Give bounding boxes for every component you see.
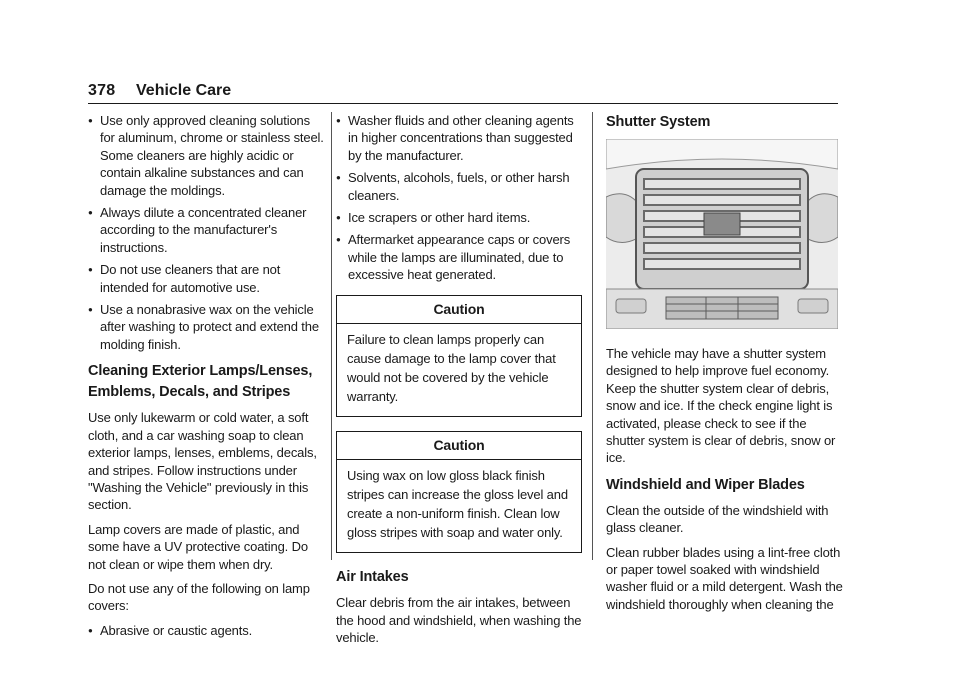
- caution-box: [336, 295, 582, 417]
- windshield-heading: Windshield and Wiper Blades: [606, 476, 805, 493]
- list-item: ● Use only approved cleaning solutions for aluminum, chrome or stainless steel. Some cleaners are highly acidic or contain alkaline substances and can damage the moldings.: [88, 112, 325, 199]
- caution-title: Caution: [337, 432, 581, 460]
- air-intakes-heading: Air Intakes: [336, 569, 409, 586]
- list-item: ● Washer fluids and other cleaning agents in higher concentrations than suggested by the manufacturer.: [336, 112, 582, 164]
- vehicle-grille-image: [606, 139, 838, 329]
- column-1: [88, 112, 325, 644]
- paragraph: The vehicle may have a shutter system designed to help improve fuel economy. Keep the shutter system clear of debris, snow and ice. If the check engine light is activated, please check to see if the shutter system is clear of debris, snow or ice.: [606, 346, 836, 466]
- header-rule: [88, 103, 838, 104]
- paragraph: Use only lukewarm or cold water, a soft cloth, and a car washing soap to clean exterior lamps, lenses, emblems, decals, and stripes. Follow instructions under "Washing the Vehicle" previously in this section.: [88, 410, 317, 513]
- lamp-covers-bullet-list: [88, 622, 325, 639]
- list-item: ● Always dilute a concentrated cleaner according to the manufacturer's instructions.: [88, 204, 325, 256]
- list-item: ● Ice scrapers or other hard items.: [336, 209, 582, 226]
- column-divider: [331, 112, 332, 560]
- paragraph: Do not use any of the following on lamp covers:: [88, 580, 310, 614]
- shutter-system-heading: Shutter System: [606, 114, 711, 130]
- caution-title: Caution: [337, 296, 581, 324]
- page-number: 378: [88, 82, 116, 99]
- caution-text: Using wax on low gloss black finish stripes can increase the gloss level and create a non-uniform finish. Clean low gloss stripes with soap and water only.: [347, 468, 568, 541]
- column-3: [606, 112, 846, 620]
- list-item: ● Solvents, alcohols, fuels, or other harsh cleaners.: [336, 169, 582, 204]
- caution-text: Failure to clean lamps properly can cause damage to the lamp cover that would not be covered by the vehicle warranty.: [347, 332, 556, 405]
- section-title: Vehicle Care: [136, 82, 232, 99]
- page-header: [88, 82, 838, 104]
- caution-box: [336, 431, 582, 553]
- list-item: ● Do not use cleaners that are not intended for automotive use.: [88, 261, 325, 296]
- lamps-heading: Cleaning Exterior Lamps/Lenses, Emblems, Decals, and Stripes: [88, 363, 313, 401]
- list-item: ● Aftermarket appearance caps or covers while the lamps are illuminated, due to excessive heat generated.: [336, 231, 582, 283]
- cleaner-bullet-list: [88, 112, 325, 353]
- list-item: ● Use a nonabrasive wax on the vehicle after washing to protect and extend the molding finish.: [88, 301, 325, 353]
- column-2: [336, 112, 582, 654]
- lamp-covers-bullet-list-continued: [336, 112, 582, 284]
- paragraph: Clear debris from the air intakes, between the hood and windshield, when washing the vehicle.: [336, 595, 582, 646]
- paragraph: Lamp covers are made of plastic, and some have a UV protective coating. Do not clean or wipe them when dry.: [88, 521, 308, 572]
- paragraph: Clean the outside of the windshield with glass cleaner.: [606, 502, 829, 536]
- column-divider: [592, 112, 593, 560]
- list-item: ● Abrasive or caustic agents.: [88, 622, 325, 639]
- paragraph: Clean rubber blades using a lint-free cloth or paper towel soaked with windshield washer fluid or a mild detergent. Wash the windshield thoroughly when cleaning the: [606, 544, 843, 612]
